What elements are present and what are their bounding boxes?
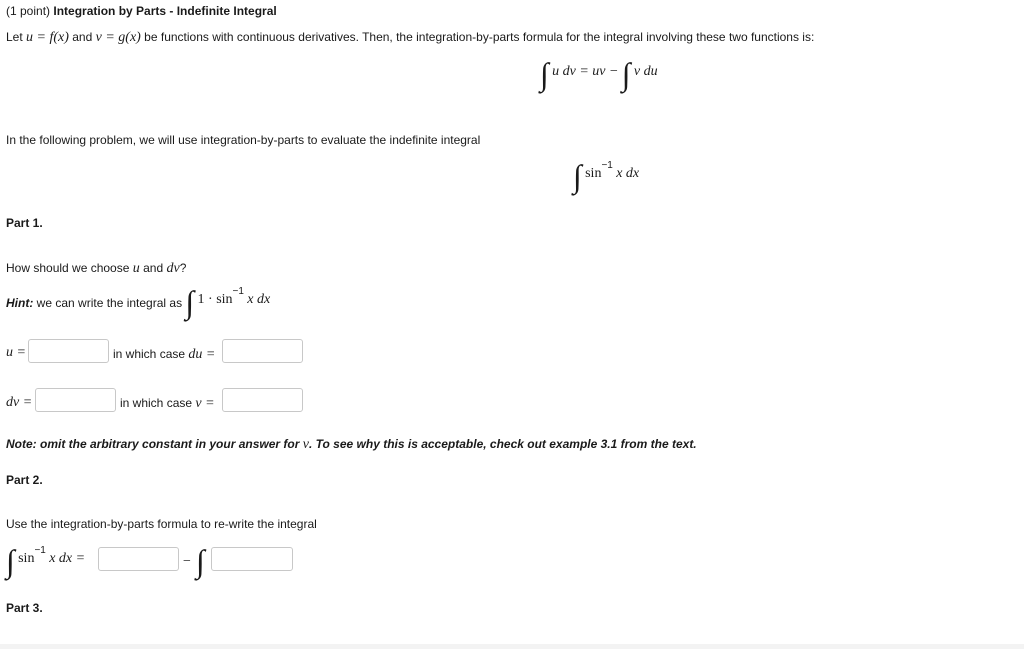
- integrand-sin: sin: [585, 166, 602, 181]
- integral-sign: ∫: [540, 56, 549, 92]
- hint-var: x dx: [247, 292, 271, 307]
- question-text: How should we choose: [6, 261, 130, 275]
- integral-sign: ∫: [196, 543, 205, 579]
- part2-var: x dx =: [49, 551, 86, 566]
- part1-label: Part 1.: [6, 216, 43, 230]
- points-label: (1 point): [6, 4, 51, 18]
- hint: [6, 286, 270, 326]
- note: [6, 437, 697, 453]
- problem-statement: In the following problem, we will use integration-by-parts to evaluate the indefinite integral: [6, 133, 481, 147]
- v-text: in which case: [120, 396, 193, 410]
- integral-sign: ∫: [573, 158, 582, 194]
- part2-integrand: sin: [18, 551, 35, 566]
- v-label: v =: [195, 396, 215, 411]
- part3-label: Part 3.: [6, 601, 43, 615]
- intro-text: [6, 30, 814, 46]
- question-mark: ?: [179, 261, 187, 275]
- dv-label: dv =: [6, 395, 33, 410]
- v-prefix: [120, 396, 215, 412]
- hint-integrand: 1 · sin: [197, 292, 233, 307]
- ibp-formula: [540, 58, 658, 98]
- math-v-eq-gx: v = g(x): [95, 30, 141, 45]
- math-dv: dv: [166, 261, 180, 276]
- u-label: u =: [6, 345, 26, 360]
- note-text-a: Note: omit the arbitrary constant in your answer for: [6, 437, 300, 451]
- integral-sign: ∫: [621, 56, 631, 92]
- u-input[interactable]: [28, 339, 109, 363]
- hint-exponent: −1: [232, 286, 244, 297]
- part1-question: [6, 261, 186, 277]
- math-u: u: [132, 261, 140, 276]
- part2-text: Use the integration-by-parts formula to re-write the integral: [6, 517, 317, 531]
- question-and: and: [143, 261, 164, 275]
- note-text-b: . To see why this is acceptable, check out example 3.1 from the text.: [308, 437, 697, 451]
- page-footer-strip: [0, 644, 1024, 649]
- problem-title: Integration by Parts - Indefinite Integral: [53, 4, 277, 18]
- intro-and: and: [72, 30, 93, 44]
- note-math-v: v: [302, 437, 309, 452]
- intro-rest: be functions with continuous derivatives. Then, the integration-by-parts formula for the integral involving these two functions is:: [144, 30, 815, 44]
- part2-integral: [6, 545, 85, 581]
- formula-rhs: v du: [633, 64, 658, 79]
- formula-lhs: u dv = uv −: [552, 64, 619, 79]
- du-input[interactable]: [222, 339, 303, 363]
- intro-let: Let: [6, 30, 23, 44]
- integral-sign: ∫: [185, 284, 195, 320]
- hint-label: Hint:: [6, 296, 34, 310]
- part2-label: Part 2.: [6, 473, 43, 487]
- integrand-exponent: −1: [601, 160, 613, 171]
- math-u-eq-fx: u = f(x): [26, 30, 69, 45]
- part2-first-input[interactable]: [98, 547, 179, 571]
- target-integral: [573, 160, 639, 200]
- integral-sign: ∫: [6, 543, 15, 579]
- du-prefix: [113, 347, 215, 363]
- problem-header: [6, 4, 277, 18]
- du-label: du =: [188, 347, 216, 362]
- integrand-var: x dx: [616, 166, 640, 181]
- minus-sign: −: [183, 554, 191, 569]
- dv-input[interactable]: [35, 388, 116, 412]
- part2-exponent: −1: [34, 545, 46, 556]
- du-text: in which case: [113, 347, 186, 361]
- hint-text: we can write the integral as: [36, 296, 183, 310]
- v-input[interactable]: [222, 388, 303, 412]
- part2-second-input[interactable]: [211, 547, 293, 571]
